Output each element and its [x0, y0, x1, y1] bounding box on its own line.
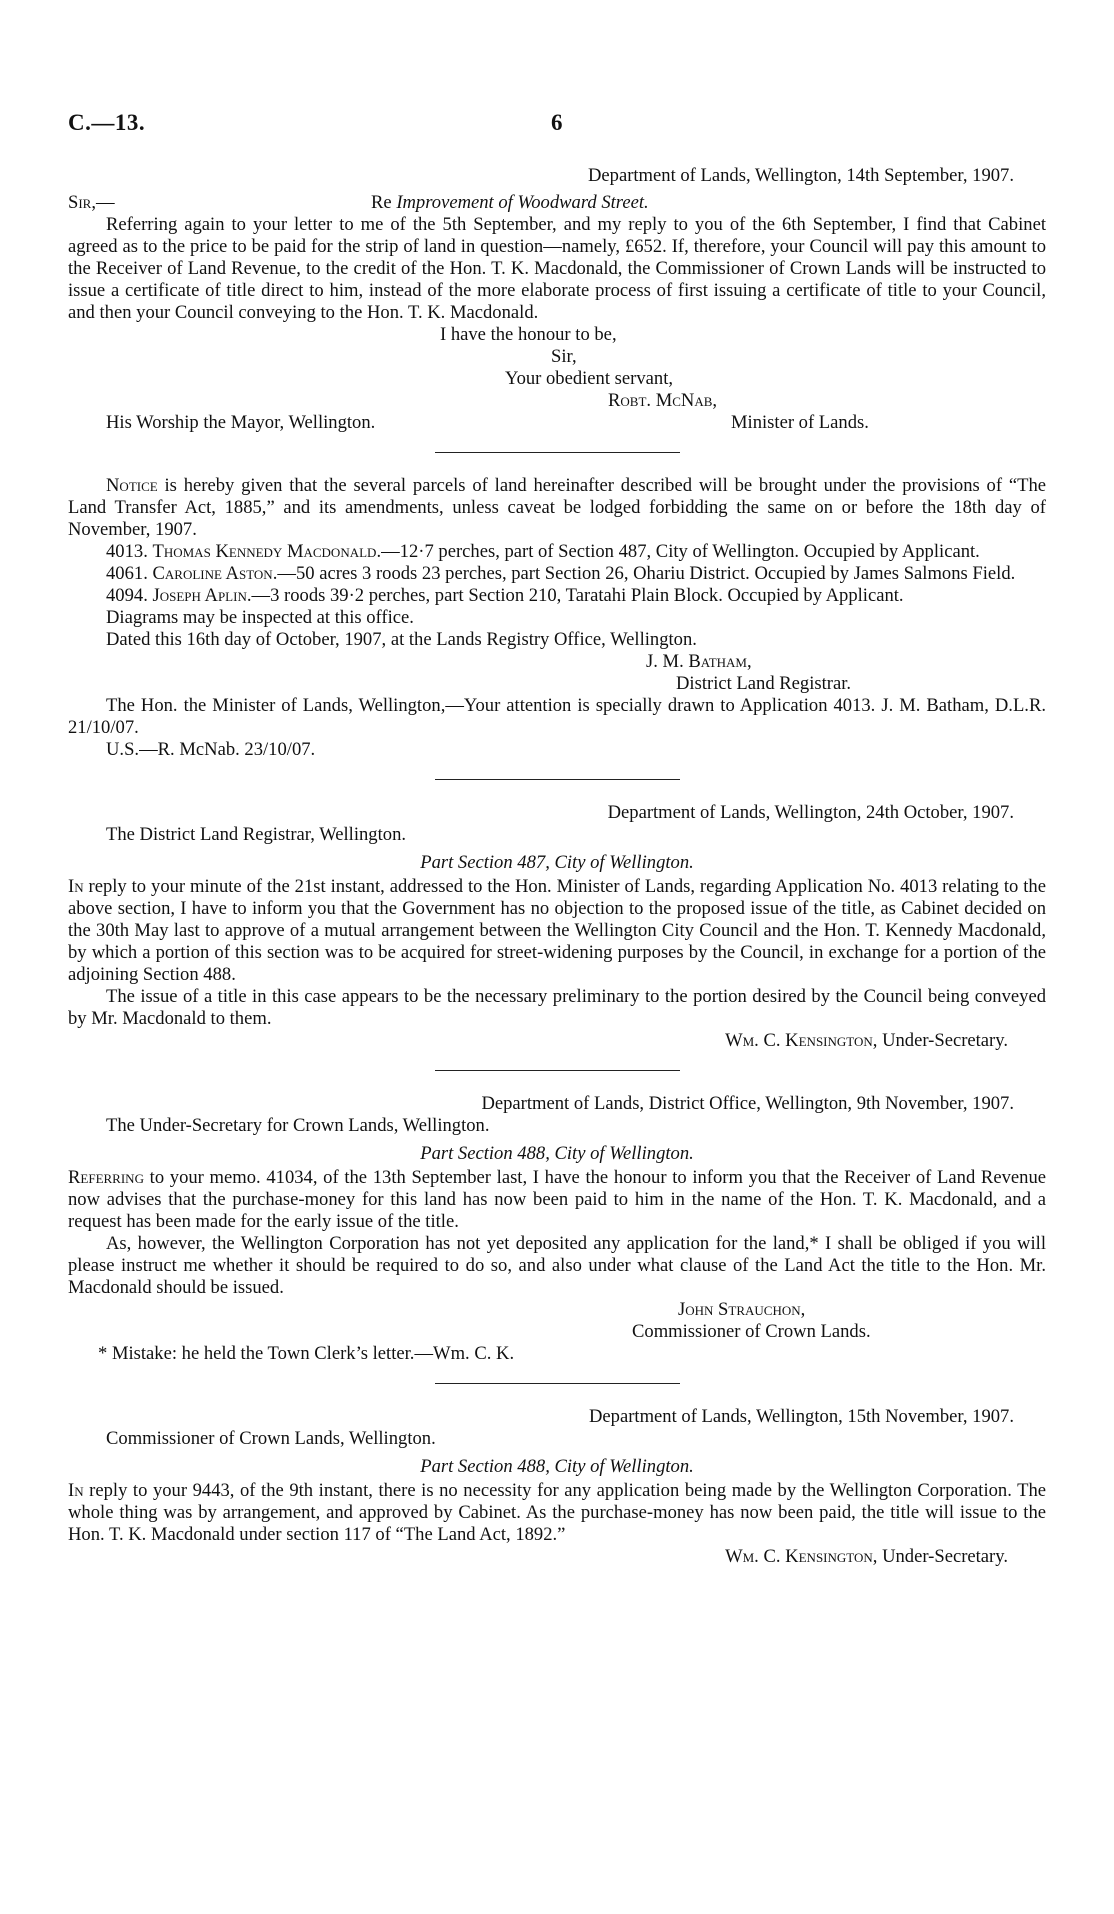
document-reference: C.—13.	[68, 110, 146, 135]
item-name: Caroline Aston	[152, 563, 273, 584]
letter-addressee: The Under-Secretary for Crown Lands, Wellington.	[106, 1115, 490, 1136]
letter-addressee: Commissioner of Crown Lands, Wellington.	[106, 1428, 436, 1449]
signer-name: Wm. C. Kensington	[725, 1546, 873, 1567]
letter-text: reply to your minute of the 21st instant, addressed to the Hon. Minister of Lands, regarding Application No. 4013 relating to the above section, I have to inform you that the Government has no objection to the proposed issue of the title, as Cabinet decided on the 30th May last to approve of a mutual arrangement between the Wellington City Council and the Hon. T. Kennedy Macdonald, by which a portion of this section was to be acquired for street-widening purposes by the Council, in exchange for a portion of the adjoining Section 488.	[68, 876, 1046, 985]
letter-signature	[68, 1030, 1046, 1052]
letter-signature	[68, 1546, 1046, 1568]
letter-lead: In	[68, 876, 84, 897]
addressee-row	[68, 412, 1046, 434]
land-transfer-notice	[68, 475, 1046, 761]
letter-addressee: The District Land Registrar, Wellington.	[106, 824, 407, 845]
signer-title: , Under-Secretary.	[872, 1030, 1008, 1051]
notice-item	[68, 541, 1046, 563]
letter-place-date: Department of Lands, Wellington, 15th November, 1907.	[589, 1406, 1014, 1427]
footnote: * Mistake: he held the Town Clerk’s letter.—Wm. C. K.	[98, 1343, 515, 1364]
letter-subject: Part Section 488, City of Wellington.	[420, 1456, 694, 1477]
signer-title: , Under-Secretary.	[872, 1546, 1008, 1567]
signer-name: Robt. McNab,	[608, 390, 718, 411]
letter-place-date: Department of Lands, District Office, Wellington, 9th November, 1907.	[481, 1093, 1014, 1114]
item-number: 4094.	[106, 585, 153, 606]
section-divider	[435, 1070, 680, 1071]
letter-lead: Referring	[68, 1167, 144, 1188]
salutation-row	[68, 192, 1046, 214]
re-subject: Improvement of Woodward Street.	[396, 192, 649, 213]
letter-text: to your memo. 41034, of the 13th September last, I have the honour to inform you that the Receiver of Land Revenue now advises that the purchase-money for this land has now been paid to him in the name of the Hon. T. K. Macdonald, and a request has been made for the early issue of the title.	[68, 1167, 1046, 1232]
closing-honour: I have the honour to be,	[440, 324, 617, 345]
item-text: .—12·7 perches, part of Section 487, City of Wellington. Occupied by Applicant.	[376, 541, 980, 562]
minute-text: The Hon. the Minister of Lands, Wellington,—Your attention is specially drawn to Application 4013. J. M. Batham, D.L.R. 21/10/07.	[68, 695, 1046, 738]
letter-body	[68, 1480, 1046, 1546]
item-name: Thomas Kennedy Macdonald	[152, 541, 377, 562]
signer-name: John Strauchon,	[678, 1299, 806, 1320]
section-divider	[435, 452, 680, 453]
closing-servant: Your obedient servant,	[505, 368, 674, 389]
letter-subject: Part Section 488, City of Wellington.	[420, 1143, 694, 1164]
page-header	[68, 112, 1046, 142]
signer-name: Wm. C. Kensington	[725, 1030, 873, 1051]
letter-place-date: Department of Lands, Wellington, 14th September, 1907.	[587, 165, 1014, 186]
item-name: Joseph Aplin	[152, 585, 247, 606]
item-number: 4013.	[106, 541, 153, 562]
notice-text: is hereby given that the several parcels of land hereinafter described will be brought under the provisions of “The Land Transfer Act, 1885,” and its amendments, unless caveat be lodged forbidding the same on or before the 18th day of November, 1907.	[68, 475, 1046, 540]
letter-section-488-district-office	[68, 1093, 1046, 1365]
re-line	[371, 192, 649, 214]
document-body	[68, 165, 1046, 1568]
page-number: 6	[551, 110, 563, 135]
signer-title: Minister of Lands.	[731, 412, 869, 433]
section-divider	[435, 1383, 680, 1384]
letter-body-2: As, however, the Wellington Corporation has not yet deposited any application for the land,* I shall be obliged if you will please instruct me whether it should be required to do so, and also under what clause of the Land Act the title to the Hon. Mr. Macdonald should be issued.	[68, 1233, 1046, 1298]
item-number: 4061.	[106, 563, 153, 584]
closing-sir: Sir,	[551, 346, 577, 367]
letter-body: Referring again to your letter to me of the 5th September, and my reply to you of the 6th September, I find that Cabinet agreed as to the price to be paid for the strip of land in question—namely, £652. If, therefore, your Council will pay this amount to the Receiver of Land Revenue, to the credit of the Hon. T. K. Macdonald, the Commissioner of Crown Lands will be instructed to issue a certificate of title direct to him, instead of the more elaborate process of first issuing a certificate of title to your Council, and then your Council conveying to the Hon. T. K. Macdonald.	[68, 214, 1046, 323]
letter-subject: Part Section 487, City of Wellington.	[420, 852, 694, 873]
letter-section-487	[68, 802, 1046, 1052]
salutation: Sir,—	[68, 192, 115, 213]
notice-dated: Dated this 16th day of October, 1907, at the Lands Registry Office, Wellington.	[106, 629, 697, 650]
letter-lead: In	[68, 1480, 84, 1501]
notice-diagrams: Diagrams may be inspected at this office.	[106, 607, 414, 628]
letter-body	[68, 1167, 1046, 1233]
us-initials: U.S.—R. McNab. 23/10/07.	[106, 739, 316, 760]
notice-item	[68, 585, 1046, 607]
item-text: .—50 acres 3 roods 23 perches, part Section 26, Ohariu District. Occupied by James Salmons Field.	[272, 563, 1016, 584]
item-text: .—3 roods 39·2 perches, part Section 210, Taratahi Plain Block. Occupied by Applicant.	[246, 585, 904, 606]
notice-body	[68, 475, 1046, 541]
registrar-title: District Land Registrar.	[676, 673, 852, 694]
notice-lead: Notice	[106, 475, 158, 496]
addressee: His Worship the Mayor, Wellington.	[106, 412, 376, 433]
section-divider	[435, 779, 680, 780]
letter-place-date: Department of Lands, Wellington, 24th October, 1907.	[607, 802, 1014, 823]
letter-improvement-woodward-street	[68, 165, 1046, 434]
signer-title: Commissioner of Crown Lands.	[632, 1321, 871, 1342]
registrar-name: J. M. Batham,	[646, 651, 752, 672]
letter-body	[68, 876, 1046, 986]
letter-section-488-reply	[68, 1406, 1046, 1568]
letter-text: reply to your 9443, of the 9th instant, there is no necessity for any application being made by the Wellington Corporation. The whole thing was by arrangement, and approved by Cabinet. As the purchase-money has now been paid, the title will issue to the Hon. T. K. Macdonald under section 117 of “The Land Act, 1892.”	[68, 1480, 1046, 1545]
notice-item	[68, 563, 1046, 585]
re-prefix: Re	[371, 192, 397, 213]
letter-body-2: The issue of a title in this case appears to be the necessary preliminary to the portion desired by the Council being conveyed by Mr. Macdonald to them.	[68, 986, 1046, 1029]
